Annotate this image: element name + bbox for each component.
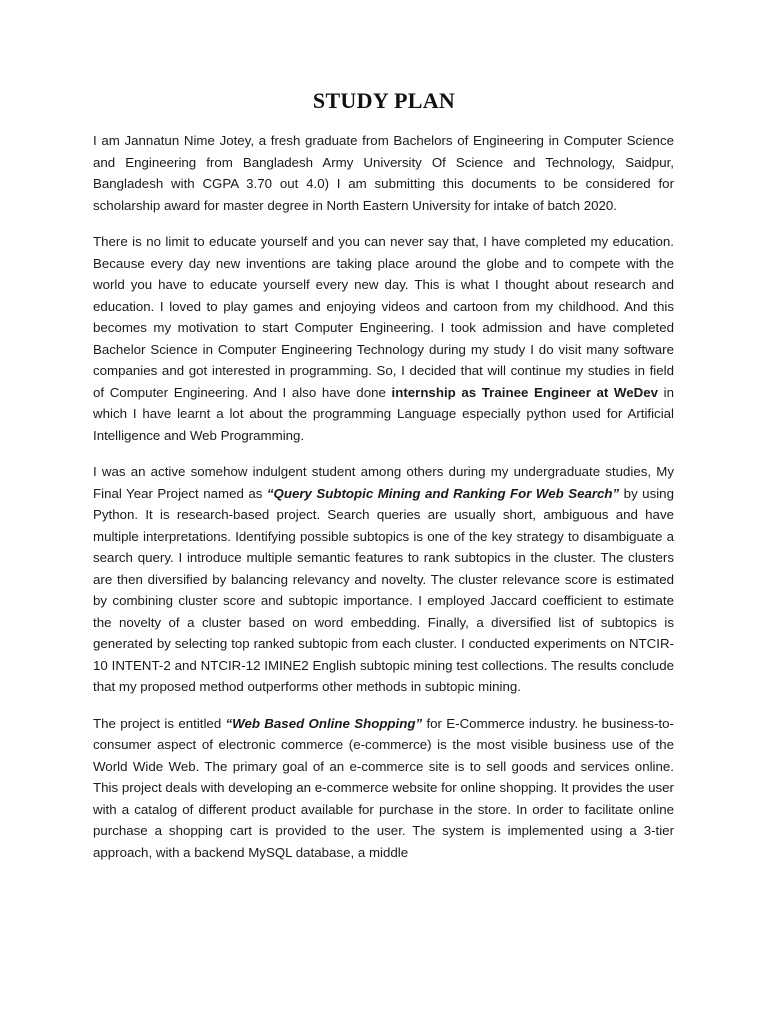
paragraph-project-text: I was an active somehow indulgent student among others during my undergraduate studies, My Final Year Project named as (93, 464, 674, 501)
project-title-highlight: “Query Subtopic Mining and Ranking For Web Search” (266, 485, 620, 501)
document-body (93, 130, 674, 878)
paragraph-introduction: I am Jannatun Nime Jotey, a fresh graduate from Bachelors of Engineering in Computer Science and Engineering from Bangladesh Army University Of Science and Technology, Saidpur, Bangladesh with CGPA 3.70 out 4.0) I am submitting this documents to be considered for scholarship award for master degree in North Eastern University for intake of batch 2020. (93, 133, 674, 213)
paragraph-final-year-project (93, 461, 674, 698)
paragraph-project-text-end: by using Python. It is research-based project. Search queries are usually short, ambiguous and have multiple interpretations. Identifying possible subtopics is one of the key strategy to disambiguate a search query. I introduce multiple semantic features to rank subtopics in the cluster. The clusters are then diversified by balancing relevancy and novelty. The cluster relevance score is estimated by combining cluster score and subtopic importance. I employed Jaccard coefficient to estimate the novelty of a cluster based on word embedding. Finally, a diversified list of subtopics is generated by selecting top ranked subtopic from each cluster. I conducted experiments on NTCIR-10 INTENT-2 and NTCIR-12 IMINE2 English subtopic mining test collections. The results conclude that my proposed method outperforms other methods in subtopic mining. (93, 485, 674, 694)
page-title: STUDY PLAN (312, 88, 456, 113)
paragraph-shopping-text: The project is entitled (93, 715, 226, 731)
paragraph-motivation-text-end: in which I have learnt a lot about the programming Language especially python used for Artificial Intelligence and Web Programming. (93, 384, 674, 443)
paragraph-shopping-text-end: for E-Commerce industry. he business-to-consumer aspect of electronic commerce (e-commerce) is the most visible business use of the World Wide Web. The primary goal of an e-commerce site is to sell goods and services online. This project deals with developing an e-commerce website for online shopping. It provides the user with a catalog of different product available for purchase in the store. In order to facilitate online purchase a shopping cart is provided to the user. The system is implemented using a 3-tier approach, with a backend MySQL database, a middle (93, 715, 674, 860)
shopping-project-title: “Web Based Online Shopping” (225, 715, 423, 731)
paragraph-motivation-text: There is no limit to educate yourself and you can never say that, I have completed my education. Because every day new inventions are taking place around the globe and to compete with the world you have to educate yourself every new day. This is what I thought about research and education. I loved to play games and enjoying videos and cartoon from my childhood. And this becomes my motivation to start Computer Engineering. I took admission and have completed Bachelor Science in Computer Engineering Technology during my study I do visit many software companies and got interested in programming. So, I decided that will continue my studies in field of Computer Engineering. And I also have done (93, 234, 674, 400)
paragraph-online-shopping (93, 713, 674, 864)
paragraph-motivation (93, 231, 674, 446)
internship-highlight: internship as Trainee Engineer at WeDev (391, 384, 659, 400)
